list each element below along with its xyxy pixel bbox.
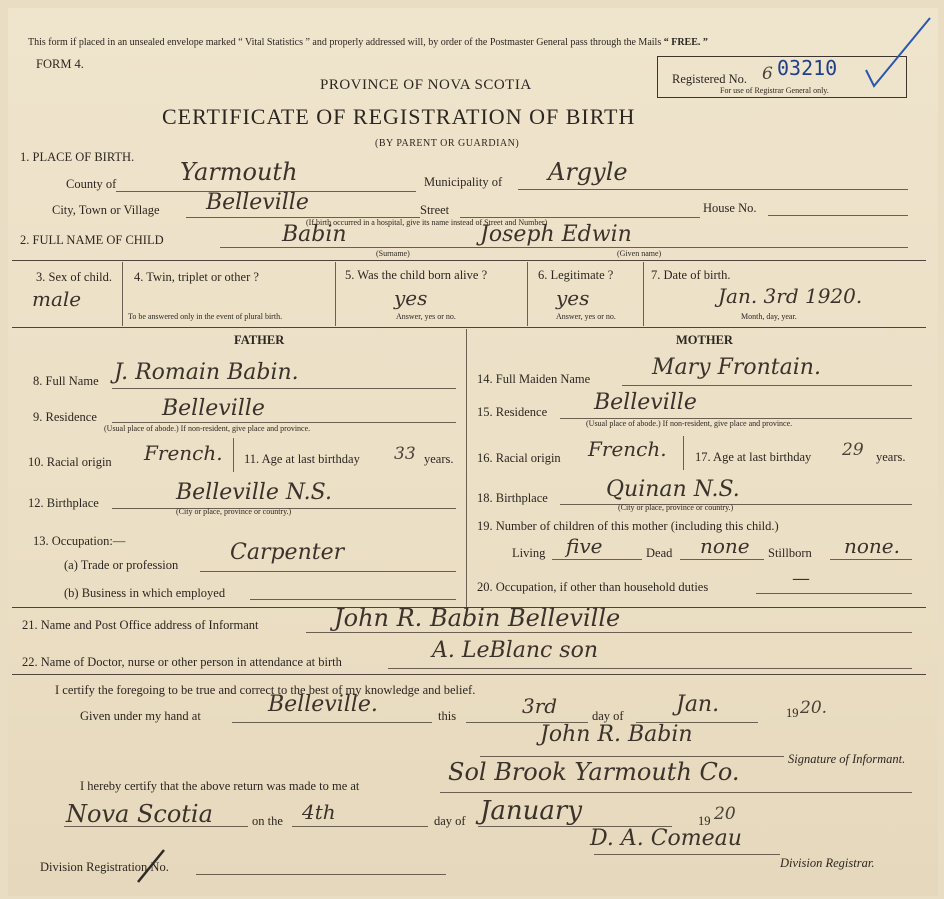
municipality-line [518,189,908,190]
mother-birthplace-line [560,504,912,505]
house-no-label: House No. [703,201,757,215]
mother-residence-label: 15. Residence [477,405,548,419]
mother-years-label: years. [876,450,906,464]
child-name-heading: 2. FULL NAME OF CHILD [20,233,164,247]
child-name-line [220,247,908,248]
mother-living-value: five [566,534,603,558]
certificate-subtitle: (BY PARENT OR GUARDIAN) [375,138,520,149]
mother-racial-label: 16. Racial origin [477,451,561,465]
this-label: this [438,709,457,723]
legitimate-value: yes [556,286,590,310]
legitimate-label: 6. Legitimate ? [538,268,614,282]
doctor-value: A. LeBlanc son [432,638,599,663]
registrar-day-of-label: day of [434,814,466,828]
given-year-value: 20. [800,698,828,718]
mother-racial-divider [683,436,684,470]
registrar-use-note: For use of Registrar General only. [720,86,829,95]
father-name-line [112,388,456,389]
rule-top-parents [12,327,926,328]
division-registration-label: Division Registration No. [40,860,169,874]
father-business-label: (b) Business in which employed [64,586,226,600]
given-under-label: Given under my hand at [80,709,201,723]
alive-label: 5. Was the child born alive ? [345,268,488,282]
father-residence-line [112,422,456,423]
registrar-month-value: January [480,796,583,826]
registrar-place-line [440,792,912,793]
mother-stillborn-line [830,559,912,560]
mother-dead-line [680,559,764,560]
legitimate-note: Answer, yes or no. [556,312,616,321]
father-trade-label: (a) Trade or profession [64,558,179,572]
mother-birthplace-label: 18. Birthplace [477,491,548,505]
informant-signature-label: Signature of Informant. [788,752,906,766]
mother-occupation-line [756,593,912,594]
father-age-label: 11. Age at last birthday [244,452,360,466]
mother-dead-label: Dead [646,546,673,560]
mother-name-value: Mary Frontain. [652,355,821,380]
mother-living-label: Living [512,546,546,560]
registrar-province-value: Nova Scotia [66,800,213,828]
father-birthplace-label: 12. Birthplace [28,496,99,510]
father-residence-value: Belleville [162,396,265,421]
father-occupation-label: 13. Occupation:— [33,534,126,548]
division-registrar-label: Division Registrar. [780,856,875,870]
house-no-line [768,215,908,216]
on-the-label: on the [252,814,283,828]
city-label: City, Town or Village [52,203,160,217]
divider-5-6 [527,262,528,326]
registration-tick-mark-icon [134,846,168,886]
mother-racial-value: French. [588,437,667,461]
child-given-name-value: Joseph Edwin [480,222,632,247]
surname-caption: (Surname) [376,249,410,258]
mail-notice [28,37,708,48]
mother-occupation-label: 20. Occupation, if other than household duties [477,580,709,594]
father-racial-label: 10. Racial origin [28,455,112,469]
mother-children-label: 19. Number of children of this mother (including this child.) [477,519,779,533]
sex-value: male [32,287,82,311]
province-heading: PROVINCE OF NOVA SCOTIA [320,77,532,93]
registrar-day-value: 4th [302,800,336,824]
father-residence-note: (Usual place of abode.) If non-resident, give place and province. [104,424,311,433]
registrar-signature-value: D. A. Comeau [590,826,742,851]
mother-name-line [622,385,912,386]
registrar-place-value: Sol Brook Yarmouth Co. [448,758,740,786]
dob-value: Jan. 3rd 1920. [718,284,863,308]
mail-notice-text: This form if placed in an unsealed envelope marked “ Vital Statistics ” and properly addressed will, by order of the Postmaster General pass through the Mails [28,37,662,48]
twin-label: 4. Twin, triplet or other ? [134,270,259,284]
divider-4-5 [335,262,336,326]
father-residence-label: 9. Residence [33,410,97,424]
father-years-label: years. [424,452,454,466]
given-month-value: Jan. [676,692,720,717]
dob-label: 7. Date of birth. [651,268,731,282]
municipality-value: Argyle [548,158,628,186]
child-surname-value: Babin [282,222,347,247]
mother-birthplace-value: Quinan N.S. [606,477,740,502]
father-trade-line [200,571,456,572]
mother-age-value: 29 [842,440,864,460]
county-value: Yarmouth [180,158,298,186]
city-value: Belleville [206,190,309,215]
informant-label: 21. Name and Post Office address of Informant [22,618,259,632]
registrar-return-label: I hereby certify that the above return was made to me at [80,779,360,793]
father-name-label: 8. Full Name [33,374,99,388]
registrar-day-line [292,826,428,827]
sex-label: 3. Sex of child. [36,270,113,284]
rule-certify [12,674,926,675]
informant-signature-value: John R. Babin [540,722,693,747]
given-day-of-label: day of [592,709,624,723]
mother-residence-value: Belleville [594,390,697,415]
mother-birthplace-note: (City or place, province or country.) [618,503,734,512]
alive-note: Answer, yes or no. [396,312,456,321]
mother-dead-value: none [700,534,750,558]
mother-stillborn-value: none. [844,534,900,558]
street-label: Street [420,203,450,217]
divider-3-4 [122,262,123,326]
free-label: “ FREE. ” [663,37,708,48]
mother-stillborn-label: Stillborn [768,546,812,560]
given-name-caption: (Given name) [617,249,662,258]
informant-line [306,632,912,633]
father-birthplace-value: Belleville N.S. [176,480,332,505]
municipality-label: Municipality of [424,175,503,189]
mother-living-line [552,559,642,560]
father-trade-value: Carpenter [230,540,345,565]
mother-name-label: 14. Full Maiden Name [477,372,591,386]
alive-value: yes [394,286,428,310]
given-day-value: 3rd [522,694,558,718]
rule-top-row3 [12,260,926,261]
place-of-birth-heading: 1. PLACE OF BIRTH. [20,150,135,164]
given-year-prefix: 19 [786,706,799,720]
informant-value: John R. Babin Belleville [334,604,621,632]
doctor-label: 22. Name of Doctor, nurse or other person in attendance at birth [22,655,342,669]
father-birthplace-note: (City or place, province or country.) [176,507,292,516]
form-number: FORM 4. [36,57,84,71]
certificate-title: CERTIFICATE OF REGISTRATION OF BIRTH [162,104,636,129]
father-heading: FATHER [234,333,285,347]
check-mark-icon [862,12,934,92]
registrar-year-value: 20 [714,804,736,824]
county-label: County of [66,177,117,191]
mother-residence-note: (Usual place of abode.) If non-resident, give place and province. [586,419,793,428]
registrar-year-prefix: 19 [698,814,711,828]
mother-occupation-value: — [792,568,810,589]
certify-statement: I certify the foregoing to be true and correct to the best of my knowledge and belief. [55,683,476,697]
informant-signature-line [480,756,784,757]
father-racial-divider [233,438,234,472]
division-registration-line [196,874,446,875]
registered-label: Registered No. [672,72,747,86]
father-racial-value: French. [144,441,223,465]
divider-6-7 [643,262,644,326]
mother-heading: MOTHER [676,333,733,347]
registrar-province-line [64,826,248,827]
father-age-value: 33 [394,444,416,464]
registered-handwritten: 6 [762,64,773,84]
twin-note: To be answered only in the event of plural birth. [128,312,283,321]
dob-note: Month, day, year. [741,312,797,321]
given-place-value: Belleville. [268,692,378,717]
hospital-note: (If birth occurred in a hospital, give its name instead of Street and Number) [306,218,548,227]
mother-age-label: 17. Age at last birthday [695,450,812,464]
father-name-value: J. Romain Babin. [114,360,299,385]
registration-number: 03210 [777,56,838,80]
father-mother-divider [466,329,467,607]
father-business-line [250,599,456,600]
registrar-signature-line [594,854,780,855]
doctor-line [388,668,912,669]
given-place-line [232,722,432,723]
